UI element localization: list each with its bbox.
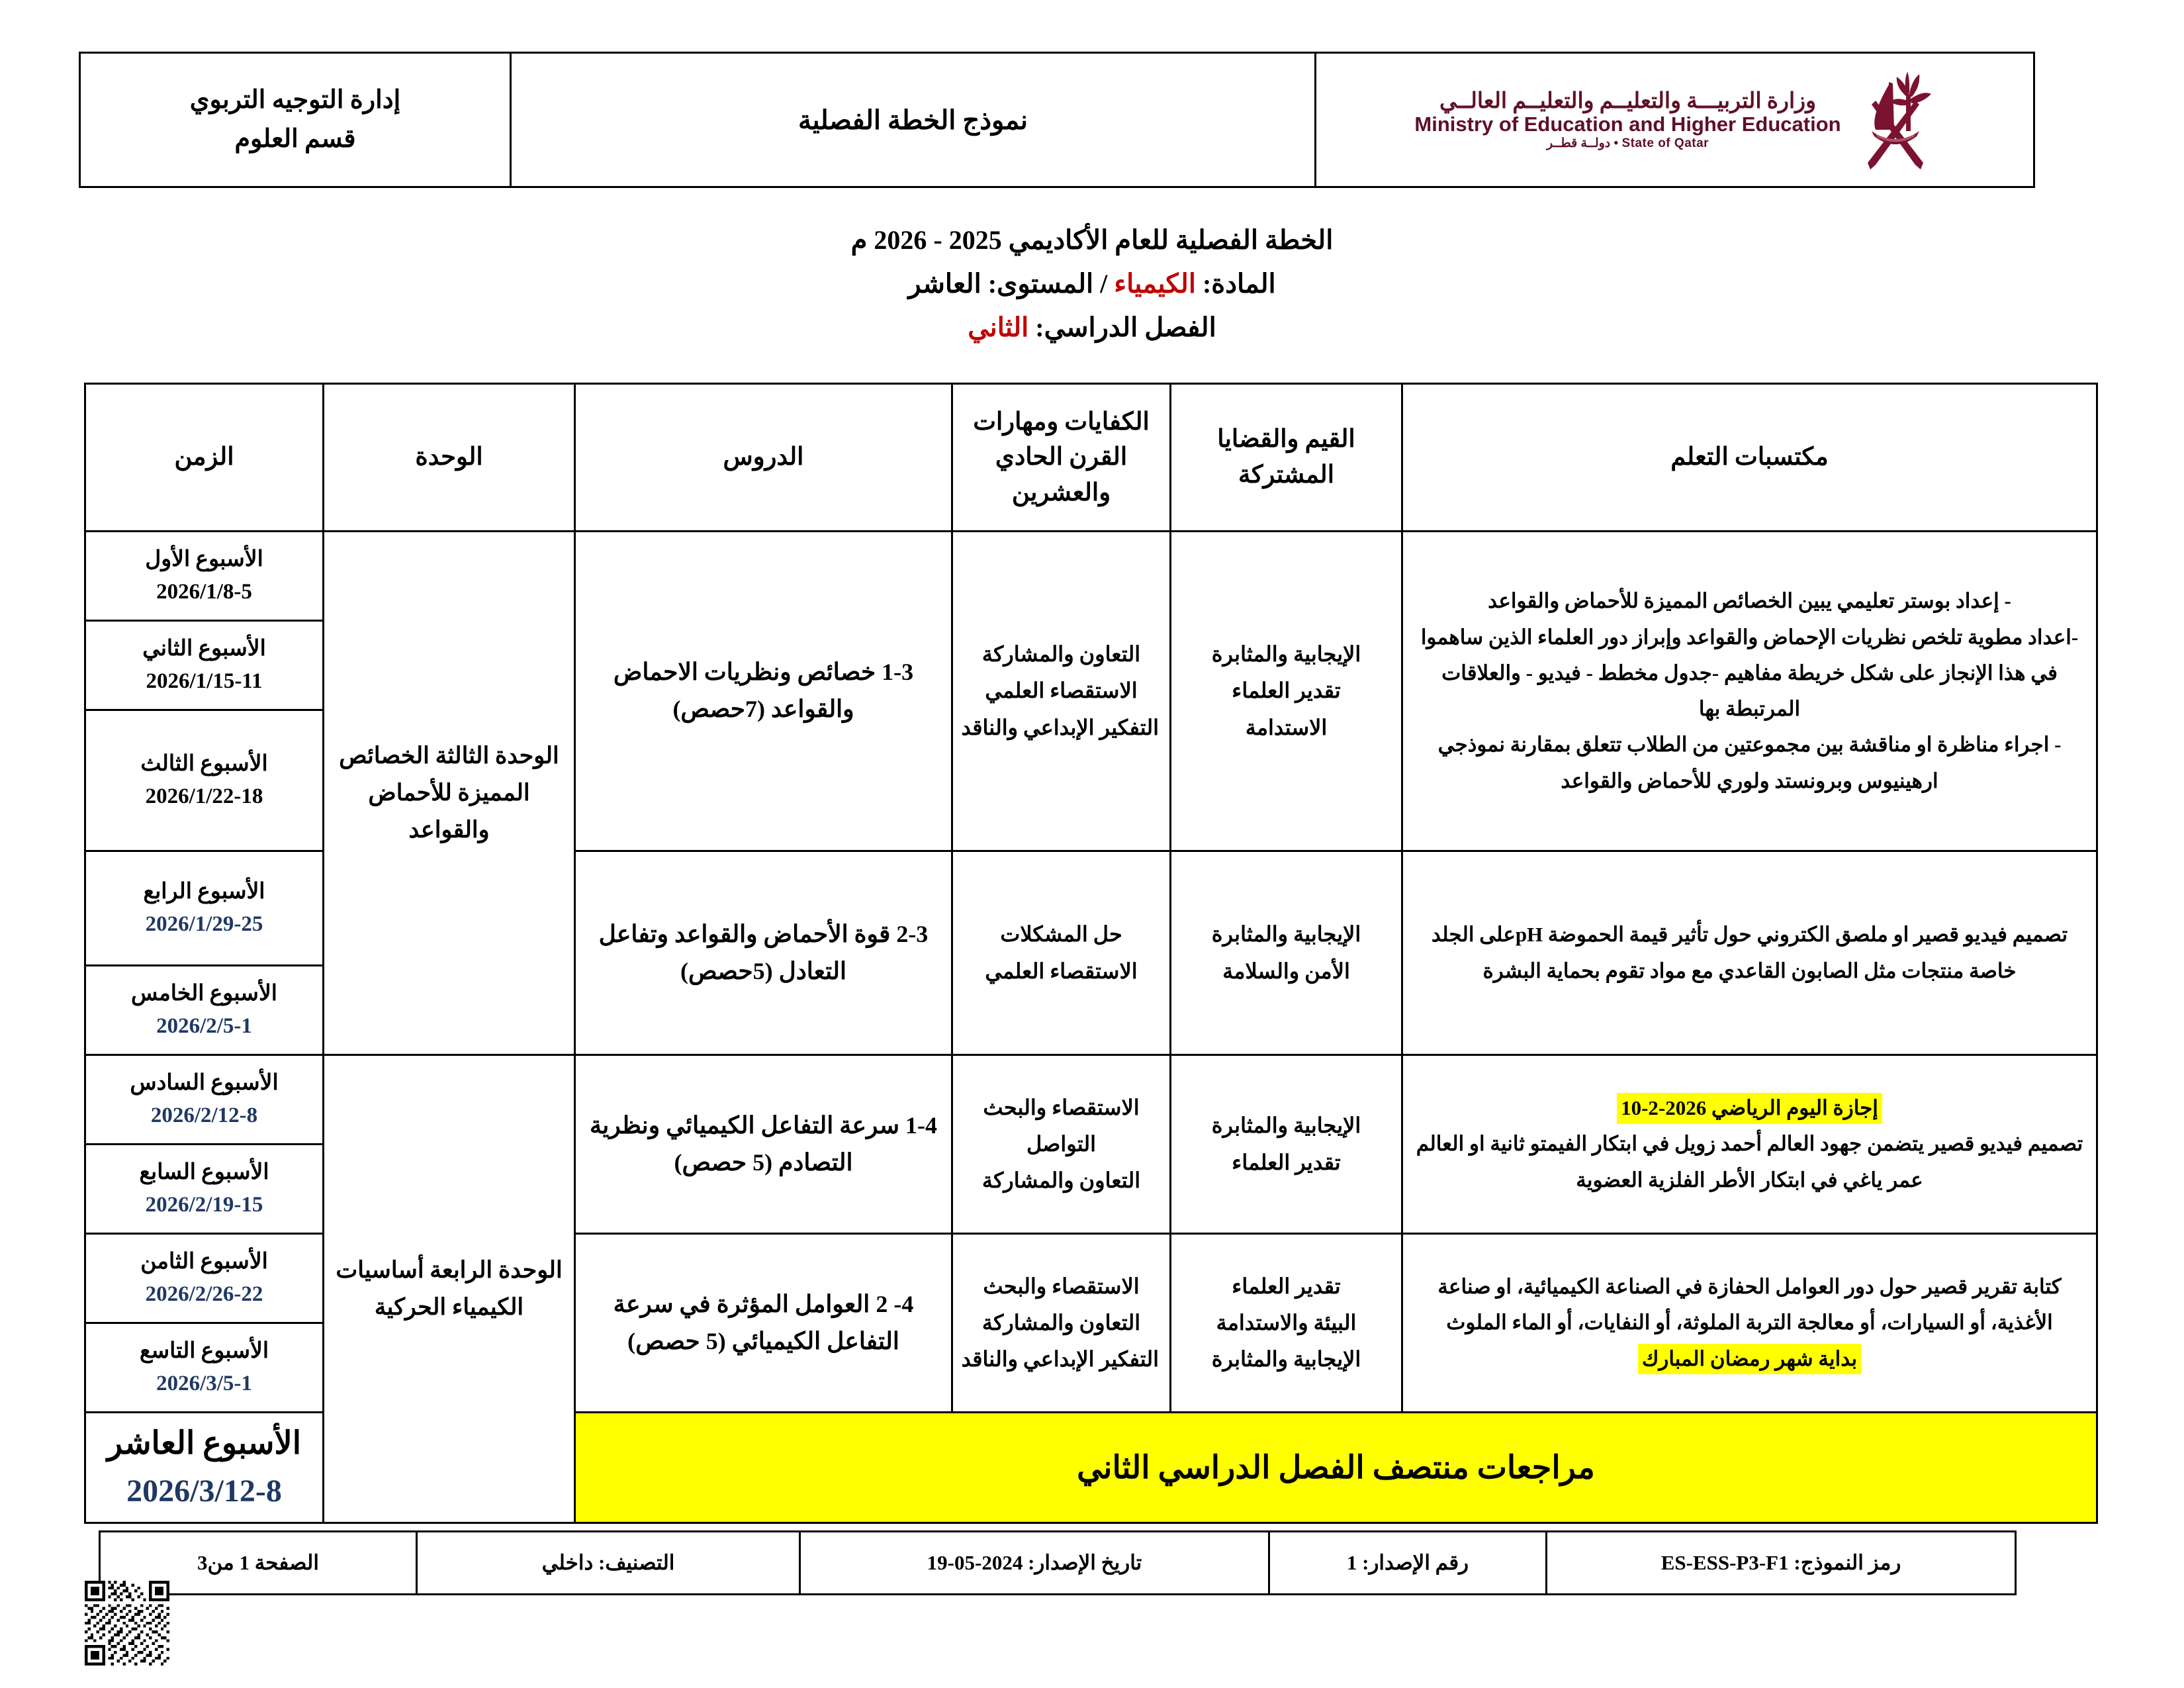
outcomes-cell-3 <box>1402 1055 2097 1234</box>
week-cell-3 <box>85 710 324 851</box>
table-row <box>85 532 2097 621</box>
unit-cell-1: الوحدة الثالثة الخصائص المميزة للأحماض والقواعد <box>324 532 575 1055</box>
lesson-cell-3: 1-4 سرعة التفاعل الكيميائي ونظرية التصادم (5 حصص) <box>575 1055 952 1234</box>
week-name: الأسبوع الأول <box>145 547 263 571</box>
value-item: الأمن والسلامة <box>1222 959 1350 983</box>
value-item: الإيجابية والمثابرة <box>1211 922 1361 947</box>
week-date: 2026/2/19-15 <box>145 1193 263 1217</box>
column-header-time: الزمن <box>85 384 324 532</box>
values-cell-3 <box>1171 1055 1402 1234</box>
week-date: 2026/1/22-18 <box>145 784 263 808</box>
outcome-text: كتابة تقرير قصير حول دور العوامل الحفازة في الصناعة الكيميائية، او صناعة الأغذية، أو السيارات، أو معالجة التربة الملوثة، أو النفايات، أو الماء الملوث <box>1437 1275 2062 1335</box>
week-date: 2026/3/12-8 <box>126 1474 282 1509</box>
value-item: الإيجابية والمثابرة <box>1211 642 1361 667</box>
week-cell-8 <box>85 1234 324 1323</box>
lesson-cell-4: 4- 2 العوامل المؤثرة في سرعة التفاعل الكيميائي (5 حصص) <box>575 1234 952 1413</box>
week-name: الأسبوع السابع <box>139 1160 269 1184</box>
footer-row <box>100 1532 2016 1595</box>
skill-item: التعاون والمشاركة <box>981 642 1141 667</box>
week-cell-1 <box>85 532 324 621</box>
qr-code-icon <box>85 1581 169 1665</box>
week-date: 2026/2/12-8 <box>150 1103 258 1127</box>
column-header-values: القيم والقضايا المشتركة <box>1171 384 1402 532</box>
form-title-cell <box>511 53 1316 187</box>
values-cell-1 <box>1171 532 1402 851</box>
holiday-highlight: إجازة اليوم الرياضي 2026-2-10 <box>1617 1093 1882 1124</box>
week-cell-4 <box>85 851 324 966</box>
ministry-logo-cell <box>1316 53 2034 187</box>
outcomes-cell-1 <box>1402 532 2097 851</box>
skill-item: التفكير الإبداعي والناقد <box>961 1347 1159 1372</box>
skill-item: حل المشكلات <box>1000 922 1122 947</box>
skill-item: التواصل <box>1026 1131 1097 1156</box>
form-title: نموذج الخطة الفصلية <box>798 105 1028 135</box>
subject-value: الكيمياء <box>1114 269 1196 299</box>
week-cell-10 <box>85 1413 324 1523</box>
value-item: الإيجابية والمثابرة <box>1211 1113 1361 1138</box>
ministry-name-arabic: وزارة التربيـــة والتعليــم والتعليــم العالــي <box>1439 89 1817 113</box>
outcome-text: -اعداد مطوية تلخص نظريات الإحماض والقواعد وإبراز دور العلماء الذين ساهموا في هذا الإنجاز على شكل خريطة مفاهيم -جدول مخطط - فيديو - والعلاقات المرتبطة بها <box>1420 625 2079 720</box>
week-date: 2026/1/29-25 <box>145 912 263 936</box>
week-name: الأسبوع التاسع <box>139 1338 269 1363</box>
lesson-cell-1: 1-3 خصائص ونظريات الاحماض والقواعد (7حصص) <box>575 532 952 851</box>
week-cell-7 <box>85 1145 324 1234</box>
page-number-cell: الصفحة 1 من3 <box>100 1532 417 1595</box>
ramadan-highlight: بداية شهر رمضان المبارك <box>1638 1344 1861 1375</box>
value-item: الإيجابية والمثابرة <box>1211 1347 1361 1372</box>
value-item: تقدير العلماء <box>1232 1274 1341 1298</box>
values-cell-4 <box>1171 1234 1402 1413</box>
skill-item: الاستقصاء العلمي <box>985 959 1138 983</box>
state-of-qatar-label: دولــة قطــر • State of Qatar <box>1546 136 1709 151</box>
week-date: 2026/1/8-5 <box>156 580 252 604</box>
skill-item: التعاون والمشاركة <box>981 1168 1141 1193</box>
ministry-logo-text <box>1414 89 1841 151</box>
skills-cell-4 <box>952 1234 1171 1413</box>
ministry-logo <box>1326 70 2024 169</box>
week-name: الأسبوع الثامن <box>140 1249 268 1274</box>
outcome-text: - اجراء مناظرة او مناقشة بين مجموعتين من الطلاب تتعلق بمقارنة نموذجي ارهينيوس وبرونستد ولوري للأحماض والقواعد <box>1437 733 2062 792</box>
skill-item: التفكير الإبداعي والناقد <box>961 715 1159 739</box>
document-titles <box>0 218 2184 350</box>
issue-number-cell: رقم الإصدار: 1 <box>1269 1532 1547 1595</box>
skill-item: الاستقصاء والبحث <box>983 1274 1140 1298</box>
form-code-value: ES-ESS-P3-F1 <box>1661 1551 1789 1574</box>
week-name: الأسبوع العاشر <box>107 1426 302 1461</box>
classification-cell: التصنيف: داخلي <box>417 1532 800 1595</box>
document-footer-table <box>99 1530 2017 1595</box>
department-cell <box>80 53 511 187</box>
week-name: الأسبوع الثالث <box>140 751 268 776</box>
week-date: 2026/2/26-22 <box>145 1282 263 1306</box>
outcome-text: تصميم فيديو قصير يتضمن جهود العالم أحمد زويل في ابتكار الفيمتو ثانية او العالم عمر ياغي في ابتكار الأطر الفلزية العضوية <box>1416 1132 2083 1192</box>
table-row <box>85 1055 2097 1145</box>
document-header-table <box>79 52 2035 188</box>
ramadan-note <box>1414 1341 2085 1377</box>
week-name: الأسبوع الرابع <box>143 879 265 904</box>
term-label: الفصل الدراسي: <box>1028 312 1216 342</box>
skill-item: التعاون والمشاركة <box>981 1310 1141 1335</box>
week-name: الأسبوع السادس <box>130 1070 279 1095</box>
form-code-label: رمز النموذج: <box>1788 1551 1901 1574</box>
section-name: قسم العلوم <box>234 125 356 153</box>
term-line <box>0 306 2184 350</box>
issue-date-value: 19-05-2024 <box>927 1551 1023 1574</box>
outcome-text: تصميم فيديو قصير او ملصق الكتروني حول تأثير قيمة الحموضة pHعلى الجلد خاصة منتجات مثل الصابون القاعدي مع مواد تقوم بحماية البشرة <box>1431 923 2068 982</box>
week-date: 2026/3/5-1 <box>156 1372 252 1395</box>
week-cell-9 <box>85 1323 324 1413</box>
column-header-skills: الكفايات ومهارات القرن الحادي والعشرين <box>952 384 1171 532</box>
seasonal-plan-table <box>84 383 2098 1524</box>
table-header-row <box>85 384 2097 532</box>
week-cell-5 <box>85 966 324 1055</box>
week-name: الأسبوع الثاني <box>142 636 266 661</box>
issue-date-cell <box>800 1532 1269 1595</box>
page-title: الخطة الفصلية للعام الأكاديمي 2025 - 2026 م <box>850 225 1334 255</box>
midterm-review-banner: مراجعات منتصف الفصل الدراسي الثاني <box>575 1413 2097 1523</box>
form-code-cell <box>1547 1532 2016 1595</box>
week-cell-2 <box>85 621 324 710</box>
unit-cell-2: الوحدة الرابعة أساسيات الكيمياء الحركية <box>324 1055 575 1523</box>
level-value: / المستوى: العاشر <box>908 269 1115 299</box>
subject-label: المادة: <box>1195 269 1276 299</box>
skills-cell-2 <box>952 851 1171 1055</box>
week-name: الأسبوع الخامس <box>131 981 277 1006</box>
qatar-emblem-icon <box>1856 70 1935 169</box>
skill-item: الاستقصاء العلمي <box>985 679 1138 703</box>
value-item: تقدير العلماء <box>1232 679 1341 703</box>
week-date: 2026/2/5-1 <box>156 1014 252 1038</box>
column-header-unit: الوحدة <box>324 384 575 532</box>
header-row <box>80 53 2034 187</box>
term-value: الثاني <box>968 312 1029 342</box>
column-header-lessons: الدروس <box>575 384 952 532</box>
outcomes-cell-4 <box>1402 1234 2097 1413</box>
value-item: الاستدامة <box>1245 715 1328 739</box>
skills-cell-3 <box>952 1055 1171 1234</box>
column-header-outcomes: مكتسبات التعلم <box>1402 384 2097 532</box>
week-date: 2026/1/15-11 <box>146 669 263 693</box>
outcomes-cell-2 <box>1402 851 2097 1055</box>
skill-item: الاستقصاء والبحث <box>983 1095 1140 1119</box>
lesson-cell-2: 2-3 قوة الأحماض والقواعد وتفاعل التعادل (5حصص) <box>575 851 952 1055</box>
outcome-text: - إعداد بوستر تعليمي يبين الخصائص المميزة للأحماض والقواعد <box>1488 589 2011 613</box>
subject-level-line <box>0 262 2184 306</box>
value-item: تقدير العلماء <box>1232 1150 1341 1174</box>
value-item: البيئة والاستدامة <box>1216 1310 1357 1335</box>
issue-date-label: تاريخ الإصدار: <box>1023 1551 1142 1574</box>
week-cell-6 <box>85 1055 324 1145</box>
skills-cell-1 <box>952 532 1171 851</box>
sports-day-holiday-note <box>1414 1090 2085 1126</box>
department-name: إدارة التوجيه التربوي <box>189 86 401 115</box>
values-cell-2 <box>1171 851 1402 1055</box>
ministry-name-english: Ministry of Education and Higher Education <box>1414 113 1841 136</box>
